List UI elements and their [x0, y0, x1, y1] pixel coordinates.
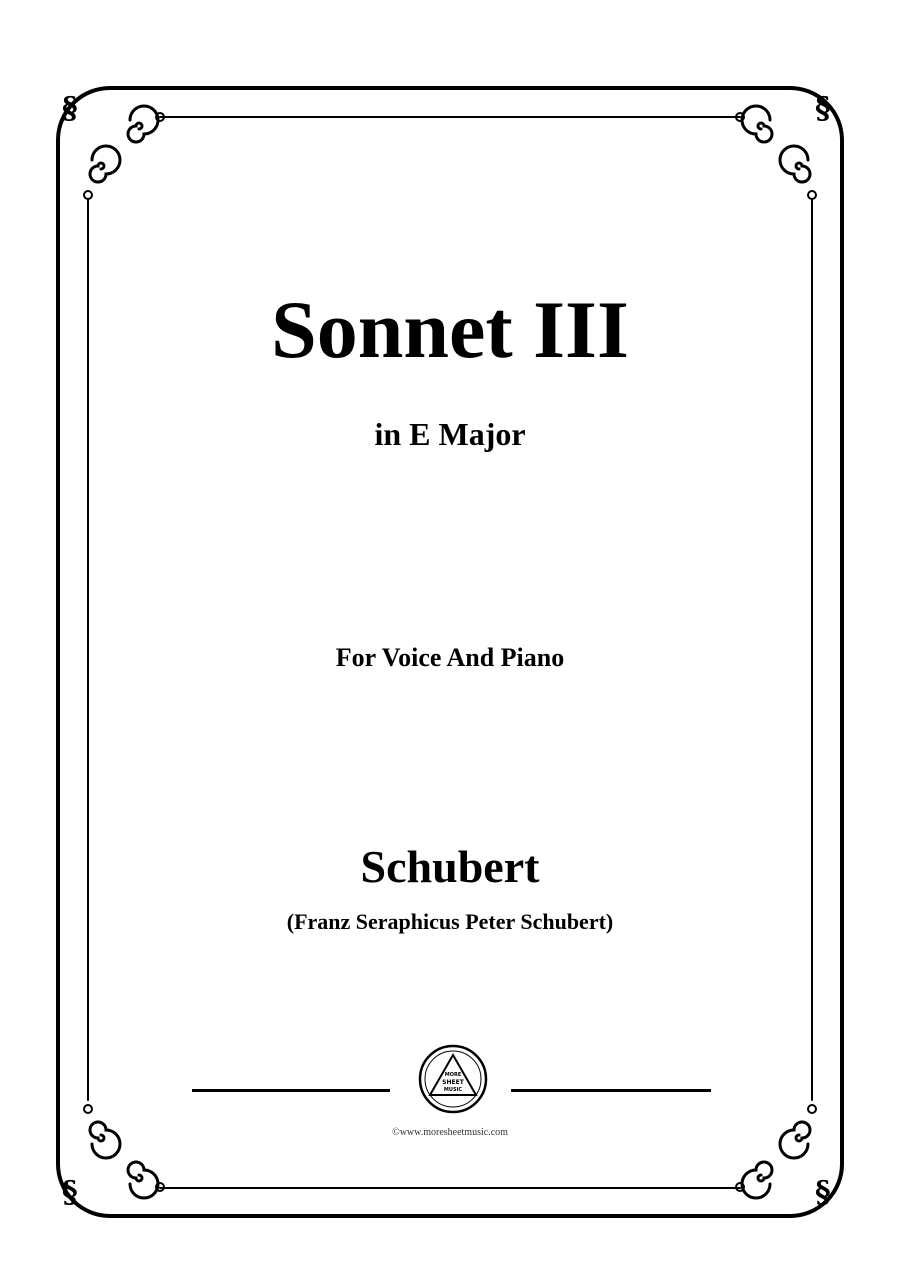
- s-scroll-icon: §: [62, 91, 78, 126]
- logo-line: SHEET: [442, 1079, 464, 1086]
- s-scroll-icon: §: [815, 1175, 831, 1210]
- spiral-curl-icon: [736, 1105, 816, 1198]
- s-scroll-icon: §: [815, 91, 831, 126]
- left-divider: [192, 1089, 390, 1092]
- spiral-curl-icon: [84, 106, 164, 199]
- score-title: Sonnet III: [271, 284, 629, 375]
- instrumentation-label: For Voice And Piano: [335, 643, 565, 672]
- spiral-curl-icon: [84, 1105, 164, 1198]
- logo-line: MUSIC: [443, 1087, 463, 1093]
- right-divider: [511, 1089, 711, 1092]
- composer-full-name: (Franz Seraphicus Peter Schubert): [286, 909, 614, 934]
- publisher-logo: [417, 1043, 489, 1115]
- copyright-url: ©www.moresheetmusic.com: [392, 1127, 508, 1138]
- score-key: in E Major: [374, 416, 526, 452]
- s-scroll-icon: §: [62, 1175, 78, 1210]
- logo-line: MORE: [444, 1072, 462, 1078]
- spiral-curl-icon: [736, 106, 816, 199]
- composer-name: Schubert: [360, 841, 540, 892]
